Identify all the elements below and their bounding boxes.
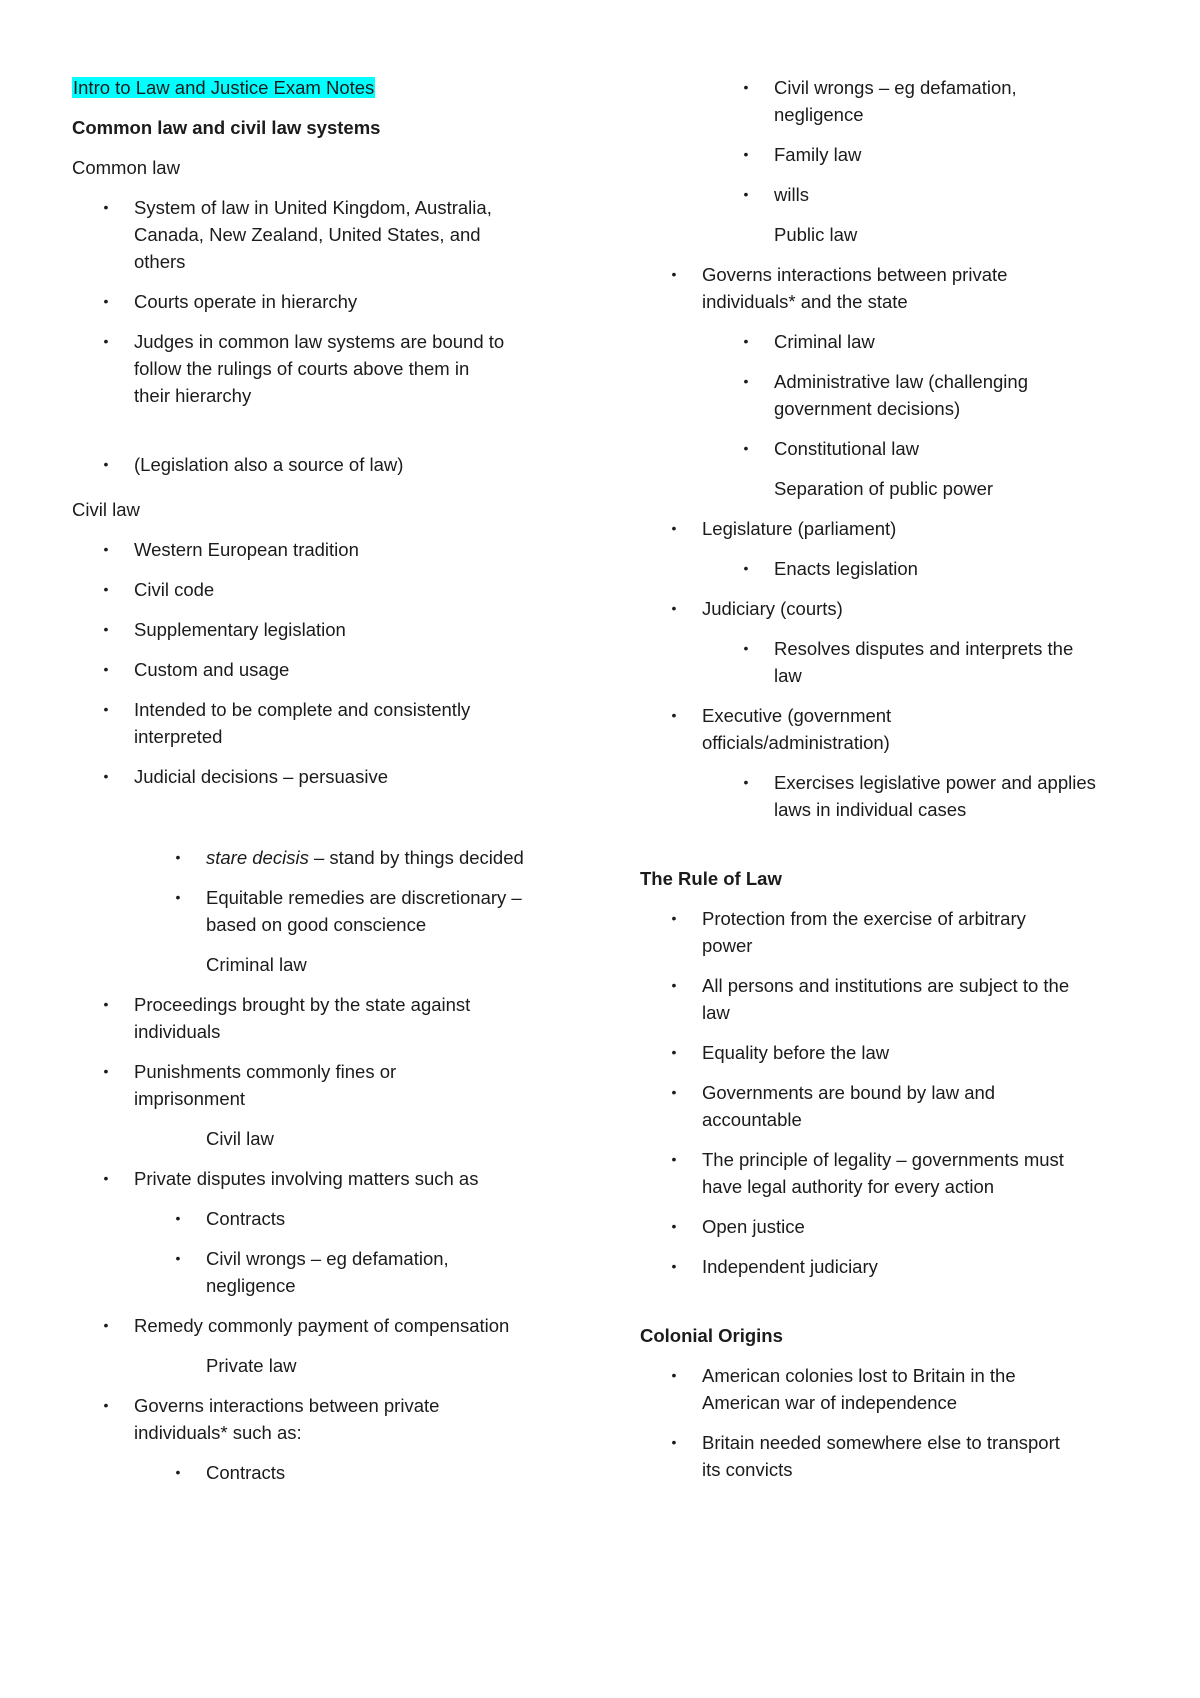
heading-civil-law [72,496,572,523]
bullet-icon: • [671,1367,677,1383]
public-law-item [640,368,1140,422]
heading-separation-text: Separation of public power [774,478,994,499]
rule-of-law-point [640,1079,1140,1133]
bullet-icon: • [671,1151,677,1167]
judiciary-sub [640,635,1140,689]
bullet-icon: • [103,701,109,717]
public-law-item-line: government decisions) [774,398,961,419]
public-law-item [640,435,1140,462]
private-disputes-point-text: Private disputes involving matters such as [134,1168,479,1189]
colonial-point-line: American war of independence [702,1392,958,1413]
common-law-point-line: (Legislation also a source of law) [134,454,404,475]
civil-law-point-line: Western European tradition [134,539,359,560]
common-law-point [72,451,572,478]
common-law-point-line: others [134,251,186,272]
heading-public-law [640,221,1140,248]
executive-sub [640,769,1140,823]
common-law-point-line: Judges in common law systems are bound to [134,331,505,352]
public-law-item-line: Criminal law [774,331,875,352]
bullet-icon: • [103,996,109,1012]
rule-of-law-point [640,1039,1140,1066]
stare-decisis-rest: – stand by things decided [308,847,524,868]
bullet-icon: • [103,581,109,597]
executive-point-line: Executive (government [702,705,892,726]
rule-of-law-point [640,905,1140,959]
criminal-law-point-line: imprisonment [134,1088,246,1109]
remedy-point-text: Remedy commonly payment of compensation [134,1315,510,1336]
civil-law-point-line: Custom and usage [134,659,290,680]
governs-public-point-line: Governs interactions between private [702,264,1008,285]
bullet-icon: • [103,1397,109,1413]
private-disputes-point [72,1165,572,1192]
rule-of-law-point-line: power [702,935,753,956]
criminal-law-point [72,991,572,1045]
civil-law-point [72,656,572,683]
bullet-icon: • [743,333,749,349]
common-law-point [72,194,572,275]
legislature-sub [640,555,1140,582]
private-disputes-item [72,1205,572,1232]
bullet-icon: • [671,600,677,616]
private-law-item [640,74,1140,128]
right-column [640,74,1140,1483]
private-disputes-item-line: Contracts [206,1208,286,1229]
doc-title [72,74,572,101]
common-law-point [72,328,572,409]
heading-rule-of-law-text: The Rule of Law [640,868,782,889]
bullet-icon: • [103,621,109,637]
bullet-icon: • [743,774,749,790]
bullet-icon: • [103,333,109,349]
private-law-item [640,181,1140,208]
bullet-icon: • [743,186,749,202]
common-law-point-line: System of law in United Kingdom, Australia, [134,197,492,218]
private-law-item [640,141,1140,168]
equitable-remedies-point-line: based on good conscience [206,914,427,935]
common-law-point-line: follow the rulings of courts above them in [134,358,470,379]
executive-point-line: officials/administration) [702,732,890,753]
bullet-icon: • [671,1044,677,1060]
civil-law-point-line: Judicial decisions – persuasive [134,766,388,787]
judiciary-sub-line: Resolves disputes and interprets the [774,638,1074,659]
public-law-item [640,328,1140,355]
civil-law-point [72,763,572,790]
governs-public-point-line: individuals* and the state [702,291,908,312]
heading-criminal-law [72,951,572,978]
heading-common-law-text: Common law [72,157,180,178]
equitable-remedies-point-line: Equitable remedies are discretionary – [206,887,522,908]
heading-separation [640,475,1140,502]
contracts-item-text: Contracts [206,1462,286,1483]
rule-of-law-point-line: Open justice [702,1216,805,1237]
bullet-icon: • [671,707,677,723]
heading-private-law [72,1352,572,1379]
rule-of-law-point-line: Equality before the law [702,1042,890,1063]
bullet-icon: • [743,640,749,656]
judiciary-point-text: Judiciary (courts) [702,598,843,619]
heading-civil-law-2-text: Civil law [206,1128,274,1149]
governs-private-point-line: Governs interactions between private [134,1395,440,1416]
rule-of-law-point-line: Governments are bound by law and [702,1082,996,1103]
bullet-icon: • [103,199,109,215]
criminal-law-point-line: Punishments commonly fines or [134,1061,397,1082]
bullet-icon: • [671,1218,677,1234]
heading-systems-text: Common law and civil law systems [72,117,381,138]
equitable-remedies-point [72,884,572,938]
civil-law-point-line: Supplementary legislation [134,619,346,640]
bullet-icon: • [671,1084,677,1100]
rule-of-law-point [640,1213,1140,1240]
bullet-icon: • [743,440,749,456]
bullet-icon: • [103,1170,109,1186]
bullet-icon: • [175,1464,181,1480]
governs-private-point-line: individuals* such as: [134,1422,302,1443]
bullet-icon: • [103,541,109,557]
governs-private-point [72,1392,572,1446]
doc-title-text: Intro to Law and Justice Exam Notes [73,77,375,98]
common-law-point-line: Canada, New Zealand, United States, and [134,224,481,245]
bullet-icon: • [103,1317,109,1333]
rule-of-law-point-line: All persons and institutions are subject to the [702,975,1070,996]
legislature-point-text: Legislature (parliament) [702,518,897,539]
civil-law-point [72,536,572,563]
rule-of-law-point [640,1146,1140,1200]
private-law-item-line: negligence [774,104,864,125]
rule-of-law-point-line: The principle of legality – governments must [702,1149,1064,1170]
common-law-point [72,288,572,315]
heading-public-law-text: Public law [774,224,858,245]
bullet-icon: • [743,146,749,162]
heading-colonial-text: Colonial Origins [640,1325,783,1346]
bullet-icon: • [103,768,109,784]
rule-of-law-point [640,972,1140,1026]
rule-of-law-point-line: have legal authority for every action [702,1176,995,1197]
rule-of-law-point-line: Protection from the exercise of arbitrary [702,908,1026,929]
bullet-icon: • [103,293,109,309]
bullet-icon: • [103,456,109,472]
common-law-point-line: Courts operate in hierarchy [134,291,358,312]
bullet-icon: • [743,79,749,95]
private-law-item-line: Civil wrongs – eg defamation, [774,77,1017,98]
bullet-icon: • [175,849,181,865]
bullet-icon: • [103,1063,109,1079]
heading-civil-law-2 [72,1125,572,1152]
criminal-law-point [72,1058,572,1112]
civil-law-point [72,616,572,643]
rule-of-law-point-line: Independent judiciary [702,1256,878,1277]
criminal-law-point-line: individuals [134,1021,221,1042]
executive-point [640,702,1140,756]
contracts-item [72,1459,572,1486]
bullet-icon: • [175,889,181,905]
colonial-point-line: Britain needed somewhere else to transport [702,1432,1060,1453]
governs-public-point [640,261,1140,315]
bullet-icon: • [103,661,109,677]
executive-sub-line: Exercises legislative power and applies [774,772,1096,793]
public-law-item-line: Administrative law (challenging [774,371,1028,392]
bullet-icon: • [671,1434,677,1450]
civil-law-point-line: Intended to be complete and consistently [134,699,471,720]
left-column [72,74,572,1486]
colonial-point-line: its convicts [702,1459,793,1480]
bullet-icon: • [175,1250,181,1266]
heading-systems [72,114,572,141]
bullet-icon: • [671,1258,677,1274]
colonial-point [640,1362,1140,1416]
private-law-item-line: wills [774,184,809,205]
remedy-point [72,1312,572,1339]
bullet-icon: • [743,560,749,576]
colonial-point-line: American colonies lost to Britain in the [702,1365,1016,1386]
civil-law-point [72,696,572,750]
private-law-item-line: Family law [774,144,862,165]
rule-of-law-point-line: accountable [702,1109,802,1130]
heading-rule-of-law [640,865,1140,892]
common-law-point-line: their hierarchy [134,385,252,406]
private-disputes-item-line: Civil wrongs – eg defamation, [206,1248,449,1269]
criminal-law-point-line: Proceedings brought by the state against [134,994,471,1015]
bullet-icon: • [175,1210,181,1226]
civil-law-point-line: Civil code [134,579,215,600]
private-disputes-item-line: negligence [206,1275,296,1296]
stare-decisis-point [72,844,572,871]
private-disputes-item [72,1245,572,1299]
heading-criminal-law-text: Criminal law [206,954,307,975]
bullet-icon: • [743,373,749,389]
stare-decisis-term: stare decisis [206,847,309,868]
public-law-item-line: Constitutional law [774,438,919,459]
judiciary-sub-line: law [774,665,802,686]
heading-private-law-text: Private law [206,1355,297,1376]
rule-of-law-point [640,1253,1140,1280]
legislature-sub-text: Enacts legislation [774,558,918,579]
executive-sub-line: laws in individual cases [774,799,967,820]
heading-colonial [640,1322,1140,1349]
bullet-icon: • [671,266,677,282]
legislature-point [640,515,1140,542]
rule-of-law-point-line: law [702,1002,730,1023]
heading-common-law [72,154,572,181]
colonial-point [640,1429,1140,1483]
heading-civil-law-text: Civil law [72,499,140,520]
bullet-icon: • [671,977,677,993]
bullet-icon: • [671,910,677,926]
bullet-icon: • [671,520,677,536]
civil-law-point [72,576,572,603]
judiciary-point [640,595,1140,622]
civil-law-point-line: interpreted [134,726,223,747]
